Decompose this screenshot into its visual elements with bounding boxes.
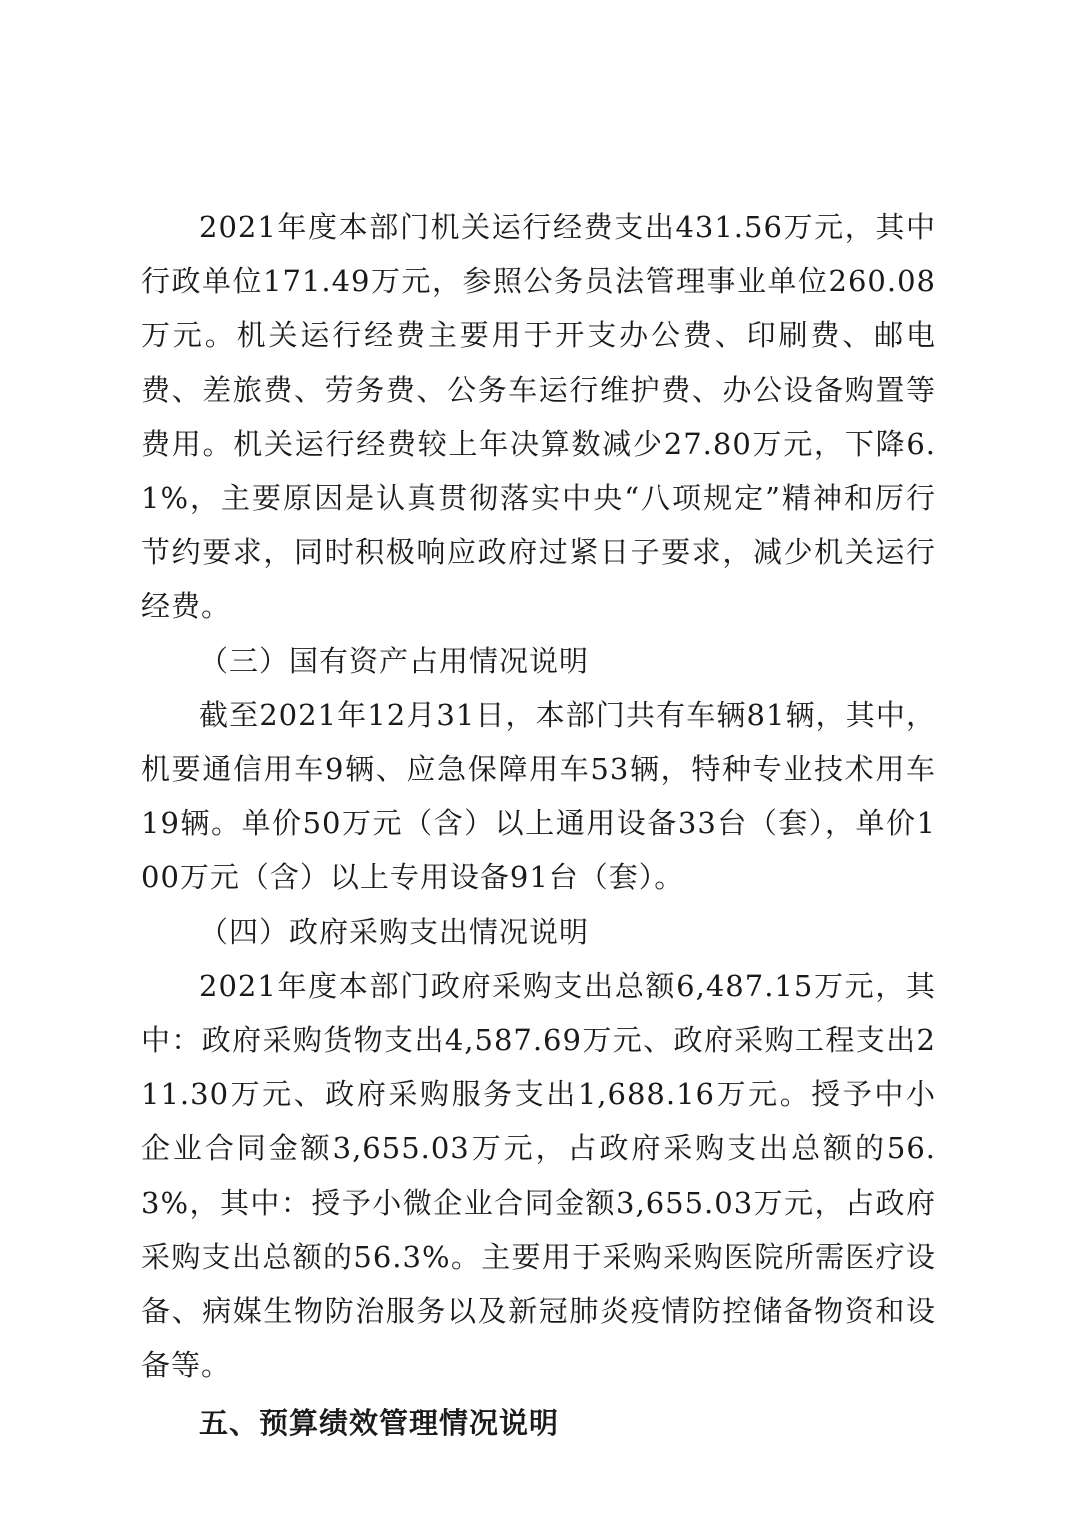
- document-body: [141, 200, 936, 1451]
- subheading-government-procurement: （四）政府采购支出情况说明: [199, 914, 590, 949]
- section-heading-performance: 五、预算绩效管理情况说明: [199, 1406, 560, 1441]
- paragraph-operating-expenses: 2021年度本部门机关运行经费支出431.56万元，其中行政单位171.49万元，参照公务员法管理事业单位260.08万元。机关运行经费主要用于开支办公费、印刷费、邮电费、差旅费、劳务费、公务车运行维护费、办公设备购置等费用。机关运行经费较上年决算数减少27.80万元，下降6.1%，主要原因是认真贯彻落实中央“八项规定”精神和厉行节约要求，同时积极响应政府过紧日子要求，减少机关运行经费。: [141, 210, 936, 624]
- subheading-state-assets: （三）国有资产占用情况说明: [199, 643, 590, 678]
- paragraph-state-assets: 截至2021年12月31日，本部门共有车辆81辆，其中，机要通信用车9辆、应急保障用车53辆，特种专业技术用车19辆。单价50万元（含）以上通用设备33台（套），单价100万元（含）以上专用设备91台（套）。: [141, 697, 936, 895]
- paragraph-government-procurement: 2021年度本部门政府采购支出总额6,487.15万元，其中：政府采购货物支出4,587.69万元、政府采购工程支出211.30万元、政府采购服务支出1,688.16万元。授予中小企业合同金额3,655.03万元，占政府采购支出总额的56.3%，其中：授予小微企业合同金额3,655.03万元，占政府采购支出总额的56.3%。主要用于采购采购医院所需医疗设备、病媒生物防治服务以及新冠肺炎疫情防控储备物资和设备等。: [141, 968, 936, 1383]
